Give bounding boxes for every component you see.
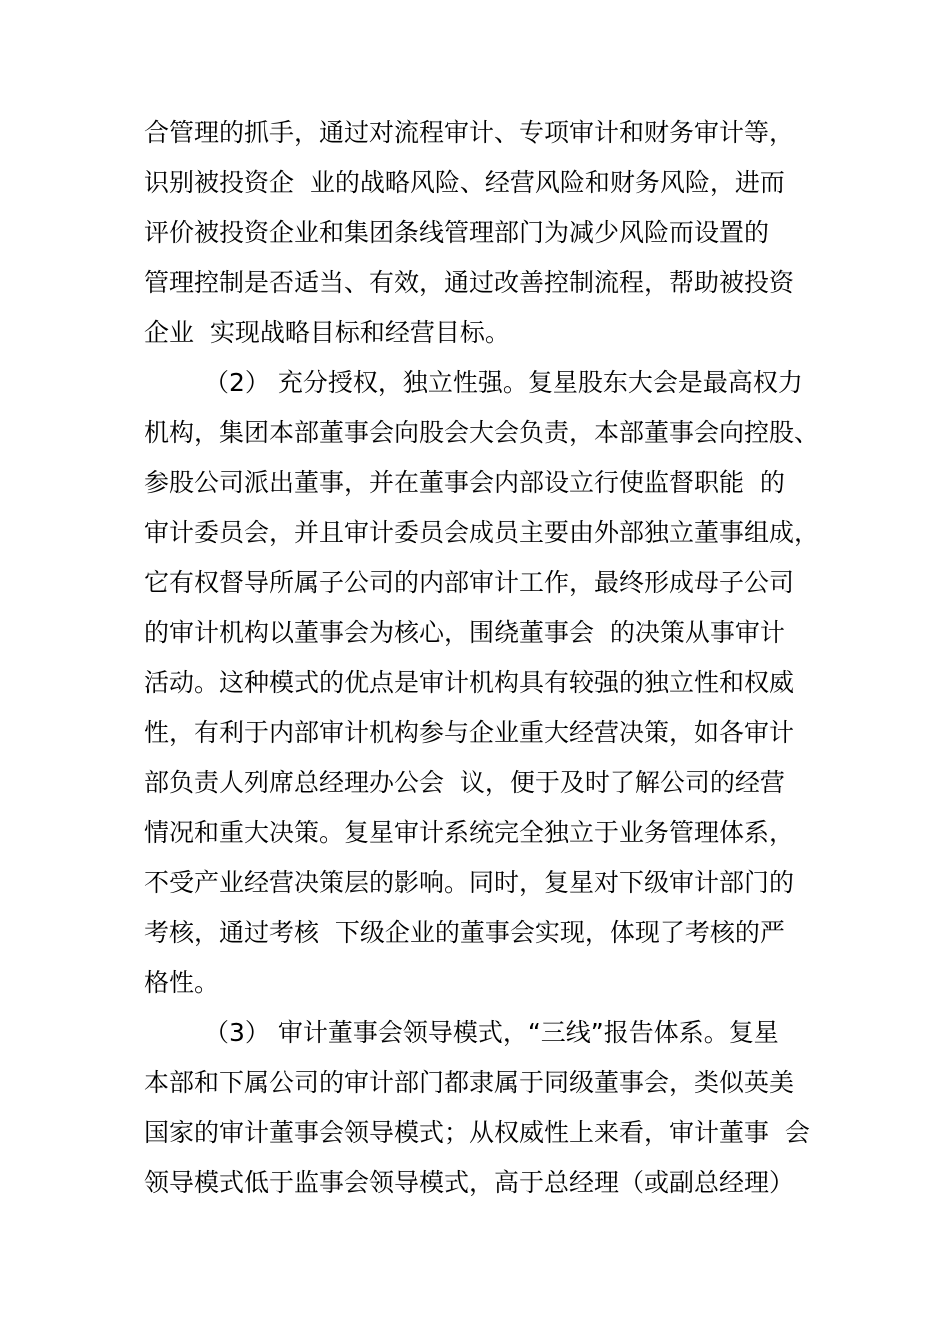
text-line: 情况和重大决策。复星审计系统完全独立于业务管理体系， [144,818,795,847]
text-line: 领导模式低于监事会领导模式，高于总经理（或副总经理） [144,1168,795,1197]
text-line: 性，有利于内部审计机构参与企业重大经营决策，如各审计 [144,718,795,747]
text-line: 活动。这种模式的优点是审计机构具有较强的独立性和权威 [144,668,795,697]
text-line: 的审计机构以董事会为核心，围绕董事会 的决策从事审计 [144,618,785,647]
text-line: 评价被投资企业和集团条线管理部门为减少风险而设置的 [144,218,770,247]
text-line: 管理控制是否适当、有效，通过改善控制流程，帮助被投资 [144,268,795,297]
text-line: 部负责人列席总经理办公会 议，便于及时了解公司的经营 [144,768,785,797]
text-line: 本部和下属公司的审计部门都隶属于同级董事会，类似英美 [144,1068,795,1097]
text-line: 机构，集团本部董事会向股会大会负责，本部董事会向控股、 [144,418,820,447]
paragraph-3-start: （3） 审计董事会领导模式，“三线”报告体系。复星 [204,1018,779,1047]
body-text [144,108,844,1208]
text-line: 参股公司派出董事，并在董事会内部设立行使监督职能 的 [144,468,785,497]
text-line: 它有权督导所属子公司的内部审计工作，最终形成母子公司 [144,568,795,597]
paragraph-2-start: （2） 充分授权，独立性强。复星股东大会是最高权力 [204,368,803,397]
text-line: 识别被投资企 业的战略风险、经营风险和财务风险，进而 [144,168,785,197]
text-line: 合管理的抓手，通过对流程审计、专项审计和财务审计等， [144,118,795,147]
text-line: 企业 实现战略目标和经营目标。 [144,318,510,347]
text-line: 不受产业经营决策层的影响。同时，复星对下级审计部门的 [144,868,795,897]
text-line: 审计委员会，并且审计委员会成员主要由外部独立董事组成， [144,518,820,547]
text-line: 国家的审计董事会领导模式；从权威性上来看，审计董事 会 [144,1118,810,1147]
text-line: 格性。 [144,968,220,997]
text-line: 考核，通过考核 下级企业的董事会实现，体现了考核的严 [144,918,785,947]
